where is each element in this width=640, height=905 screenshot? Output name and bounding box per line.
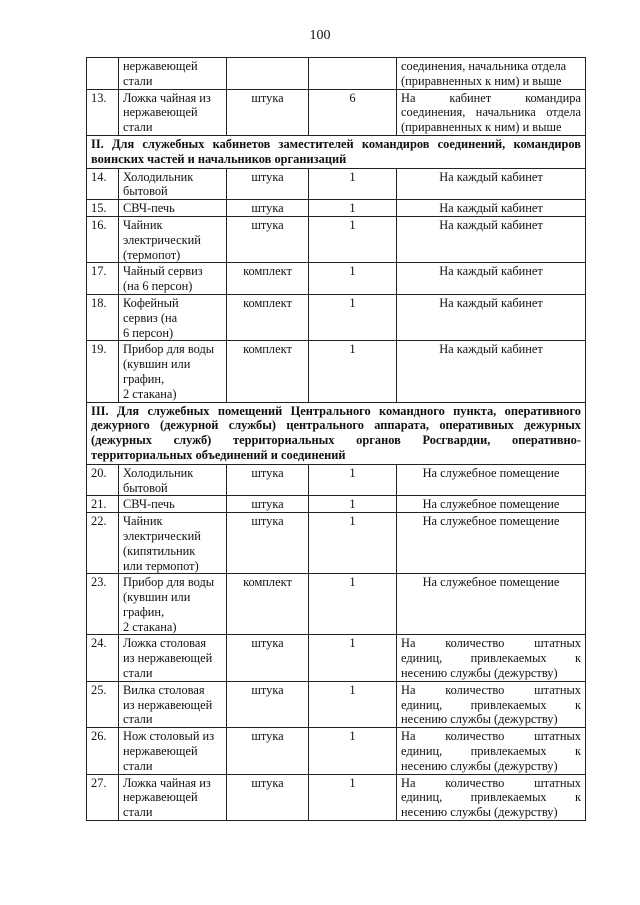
quantity-cell: 1 <box>309 513 397 574</box>
item-name-line: 2 стакана) <box>123 386 177 401</box>
table-row <box>87 263 586 295</box>
note-line: единиц, привлекаемых к <box>401 744 581 759</box>
item-name-cell <box>119 635 227 681</box>
item-name-line: Кофейный <box>123 295 179 310</box>
table-row <box>87 681 586 727</box>
quantity-cell: 1 <box>309 574 397 635</box>
table-row <box>87 294 586 340</box>
note-line: несению службы (дежурству) <box>401 758 558 773</box>
row-number-cell: 13. <box>87 89 119 135</box>
item-name-line: из нержавеющей <box>123 651 213 666</box>
quantity-cell <box>309 58 397 90</box>
item-name-line: (кипятильник <box>123 543 196 558</box>
item-name-line: Вилка столовая <box>123 682 205 697</box>
item-name-cell <box>119 58 227 90</box>
quantity-cell: 1 <box>309 200 397 217</box>
row-number-cell: 26. <box>87 728 119 774</box>
note-cell <box>397 89 586 135</box>
note-line: На количество штатных <box>401 636 581 651</box>
note-cell <box>397 58 586 90</box>
item-name-line: СВЧ-печь <box>123 201 175 216</box>
note-cell: На служебное помещение <box>397 574 586 635</box>
item-name-line: стали <box>123 120 153 135</box>
item-name-line: Холодильник <box>123 169 194 184</box>
quantity-cell: 1 <box>309 168 397 200</box>
item-name-line: Чайник <box>123 514 163 529</box>
section-title: II. Для служебных кабинетов заместителей командиров соединений, командиров воинских частей и начальников организаций <box>87 135 586 168</box>
unit-cell: штука <box>227 216 309 262</box>
note-cell <box>397 774 586 820</box>
item-name-cell <box>119 774 227 820</box>
note-line: (приравненных к ним) и выше <box>401 73 562 88</box>
item-name-line: Холодильник <box>123 465 194 480</box>
item-name-line: 2 стакана) <box>123 619 177 634</box>
item-name-line: графин, <box>123 604 165 619</box>
note-cell <box>397 681 586 727</box>
item-name-line: нержавеющей <box>123 105 198 120</box>
item-name-line: нержавеющей <box>123 744 198 759</box>
unit-cell: комплект <box>227 574 309 635</box>
item-name-line: бытовой <box>123 184 168 199</box>
unit-cell: комплект <box>227 341 309 402</box>
row-number-cell: 16. <box>87 216 119 262</box>
unit-cell: штука <box>227 496 309 513</box>
item-name-line: Ложка столовая <box>123 636 207 651</box>
item-name-line: Нож столовый из <box>123 729 215 744</box>
item-name-line: из нержавеющей <box>123 697 213 712</box>
item-name-line: Прибор для воды <box>123 575 215 590</box>
table-row <box>87 89 586 135</box>
item-name-line: 6 персон) <box>123 325 174 340</box>
row-number-cell: 24. <box>87 635 119 681</box>
row-number-cell: 23. <box>87 574 119 635</box>
row-number-cell: 25. <box>87 681 119 727</box>
item-name-line: СВЧ-печь <box>123 497 175 512</box>
note-line: соединения, начальника отдела <box>401 105 581 120</box>
item-name-cell <box>119 216 227 262</box>
item-name-cell <box>119 496 227 513</box>
quantity-cell: 1 <box>309 464 397 496</box>
unit-cell <box>227 58 309 90</box>
note-cell: На служебное помещение <box>397 496 586 513</box>
note-cell: На каждый кабинет <box>397 263 586 295</box>
item-name-cell <box>119 681 227 727</box>
item-name-line: стали <box>123 666 153 681</box>
row-number-cell: 17. <box>87 263 119 295</box>
unit-cell: штука <box>227 635 309 681</box>
note-cell: На каждый кабинет <box>397 341 586 402</box>
unit-cell: штука <box>227 200 309 217</box>
note-cell: На каждый кабинет <box>397 294 586 340</box>
note-line: На кабинет командира <box>401 90 581 105</box>
section-header-row <box>87 402 586 464</box>
row-number-cell: 19. <box>87 341 119 402</box>
item-name-cell <box>119 200 227 217</box>
item-name-line: стали <box>123 805 153 820</box>
quantity-cell: 1 <box>309 774 397 820</box>
table-row <box>87 635 586 681</box>
item-name-line: стали <box>123 712 153 727</box>
page-number: 100 <box>309 28 331 43</box>
note-line: На количество штатных <box>401 682 581 697</box>
note-cell: На каждый кабинет <box>397 216 586 262</box>
item-name-line: (кувшин или <box>123 357 191 372</box>
table-row <box>87 200 586 217</box>
item-name-cell <box>119 294 227 340</box>
quantity-cell: 1 <box>309 681 397 727</box>
item-name-line: нержавеющей <box>123 790 198 805</box>
unit-cell: штука <box>227 774 309 820</box>
table-row <box>87 496 586 513</box>
unit-cell: штука <box>227 168 309 200</box>
row-number-cell: 14. <box>87 168 119 200</box>
item-name-line: Чайный сервиз <box>123 264 203 279</box>
note-line: единиц, привлекаемых к <box>401 697 581 712</box>
item-name-cell <box>119 341 227 402</box>
row-number-cell: 20. <box>87 464 119 496</box>
quantity-cell: 6 <box>309 89 397 135</box>
row-number-cell: 15. <box>87 200 119 217</box>
table-row <box>87 728 586 774</box>
unit-cell: штука <box>227 89 309 135</box>
note-cell: На каждый кабинет <box>397 168 586 200</box>
item-name-line: Ложка чайная из <box>123 775 211 790</box>
item-name-cell <box>119 89 227 135</box>
table-row <box>87 216 586 262</box>
note-line: (приравненных к ним) и выше <box>401 120 562 135</box>
item-name-line: графин, <box>123 371 165 386</box>
item-name-line: или термопот) <box>123 558 199 573</box>
note-line: несению службы (дежурству) <box>401 666 558 681</box>
item-name-line: стали <box>123 73 153 88</box>
note-cell <box>397 635 586 681</box>
row-number-cell: 21. <box>87 496 119 513</box>
item-name-line: (термопот) <box>123 247 181 262</box>
item-name-cell <box>119 513 227 574</box>
note-cell: На каждый кабинет <box>397 200 586 217</box>
quantity-cell: 1 <box>309 263 397 295</box>
item-name-line: электрический <box>123 232 201 247</box>
note-cell: На служебное помещение <box>397 464 586 496</box>
note-line: единиц, привлекаемых к <box>401 790 581 805</box>
item-name-line: Чайник <box>123 217 163 232</box>
unit-cell: комплект <box>227 294 309 340</box>
item-name-cell <box>119 168 227 200</box>
item-name-line: (кувшин или <box>123 590 191 605</box>
unit-cell: комплект <box>227 263 309 295</box>
table-row <box>87 168 586 200</box>
note-cell <box>397 728 586 774</box>
equipment-table <box>86 57 586 821</box>
note-line: несению службы (дежурству) <box>401 712 558 727</box>
unit-cell: штука <box>227 464 309 496</box>
note-line: На количество штатных <box>401 775 581 790</box>
quantity-cell: 1 <box>309 216 397 262</box>
item-name-line: Ложка чайная из <box>123 90 211 105</box>
unit-cell: штука <box>227 728 309 774</box>
section-header-row <box>87 135 586 168</box>
item-name-cell <box>119 464 227 496</box>
item-name-cell <box>119 728 227 774</box>
note-line: несению службы (дежурству) <box>401 805 558 820</box>
item-name-line: бытовой <box>123 480 168 495</box>
item-name-line: стали <box>123 758 153 773</box>
item-name-line: нержавеющей <box>123 59 198 73</box>
table-row <box>87 774 586 820</box>
row-number-cell: 22. <box>87 513 119 574</box>
section-title: III. Для служебных помещений Центрального командного пункта, оперативного дежурного (дежурной службы) центрального аппарата, оперативных дежурных (дежурных служб) территориальных органов Росгвардии, оперативно-территориальных объединений и соединений <box>87 402 586 464</box>
table-row <box>87 574 586 635</box>
table-row <box>87 464 586 496</box>
note-line: единиц, привлекаемых к <box>401 651 581 666</box>
note-cell: На служебное помещение <box>397 513 586 574</box>
table-row <box>87 513 586 574</box>
note-line: На количество штатных <box>401 729 581 744</box>
item-name-cell <box>119 263 227 295</box>
item-name-line: электрический <box>123 528 201 543</box>
table-row <box>87 341 586 402</box>
quantity-cell: 1 <box>309 728 397 774</box>
quantity-cell: 1 <box>309 635 397 681</box>
quantity-cell: 1 <box>309 496 397 513</box>
table-row-continuation <box>87 58 586 90</box>
item-name-line: (на 6 персон) <box>123 279 193 294</box>
quantity-cell: 1 <box>309 341 397 402</box>
item-name-cell <box>119 574 227 635</box>
row-number-cell <box>87 58 119 90</box>
row-number-cell: 18. <box>87 294 119 340</box>
unit-cell: штука <box>227 681 309 727</box>
note-line: соединения, начальника отдела <box>401 59 567 73</box>
quantity-cell: 1 <box>309 294 397 340</box>
item-name-line: сервиз (на <box>123 310 178 325</box>
unit-cell: штука <box>227 513 309 574</box>
item-name-line: Прибор для воды <box>123 342 215 357</box>
row-number-cell: 27. <box>87 774 119 820</box>
